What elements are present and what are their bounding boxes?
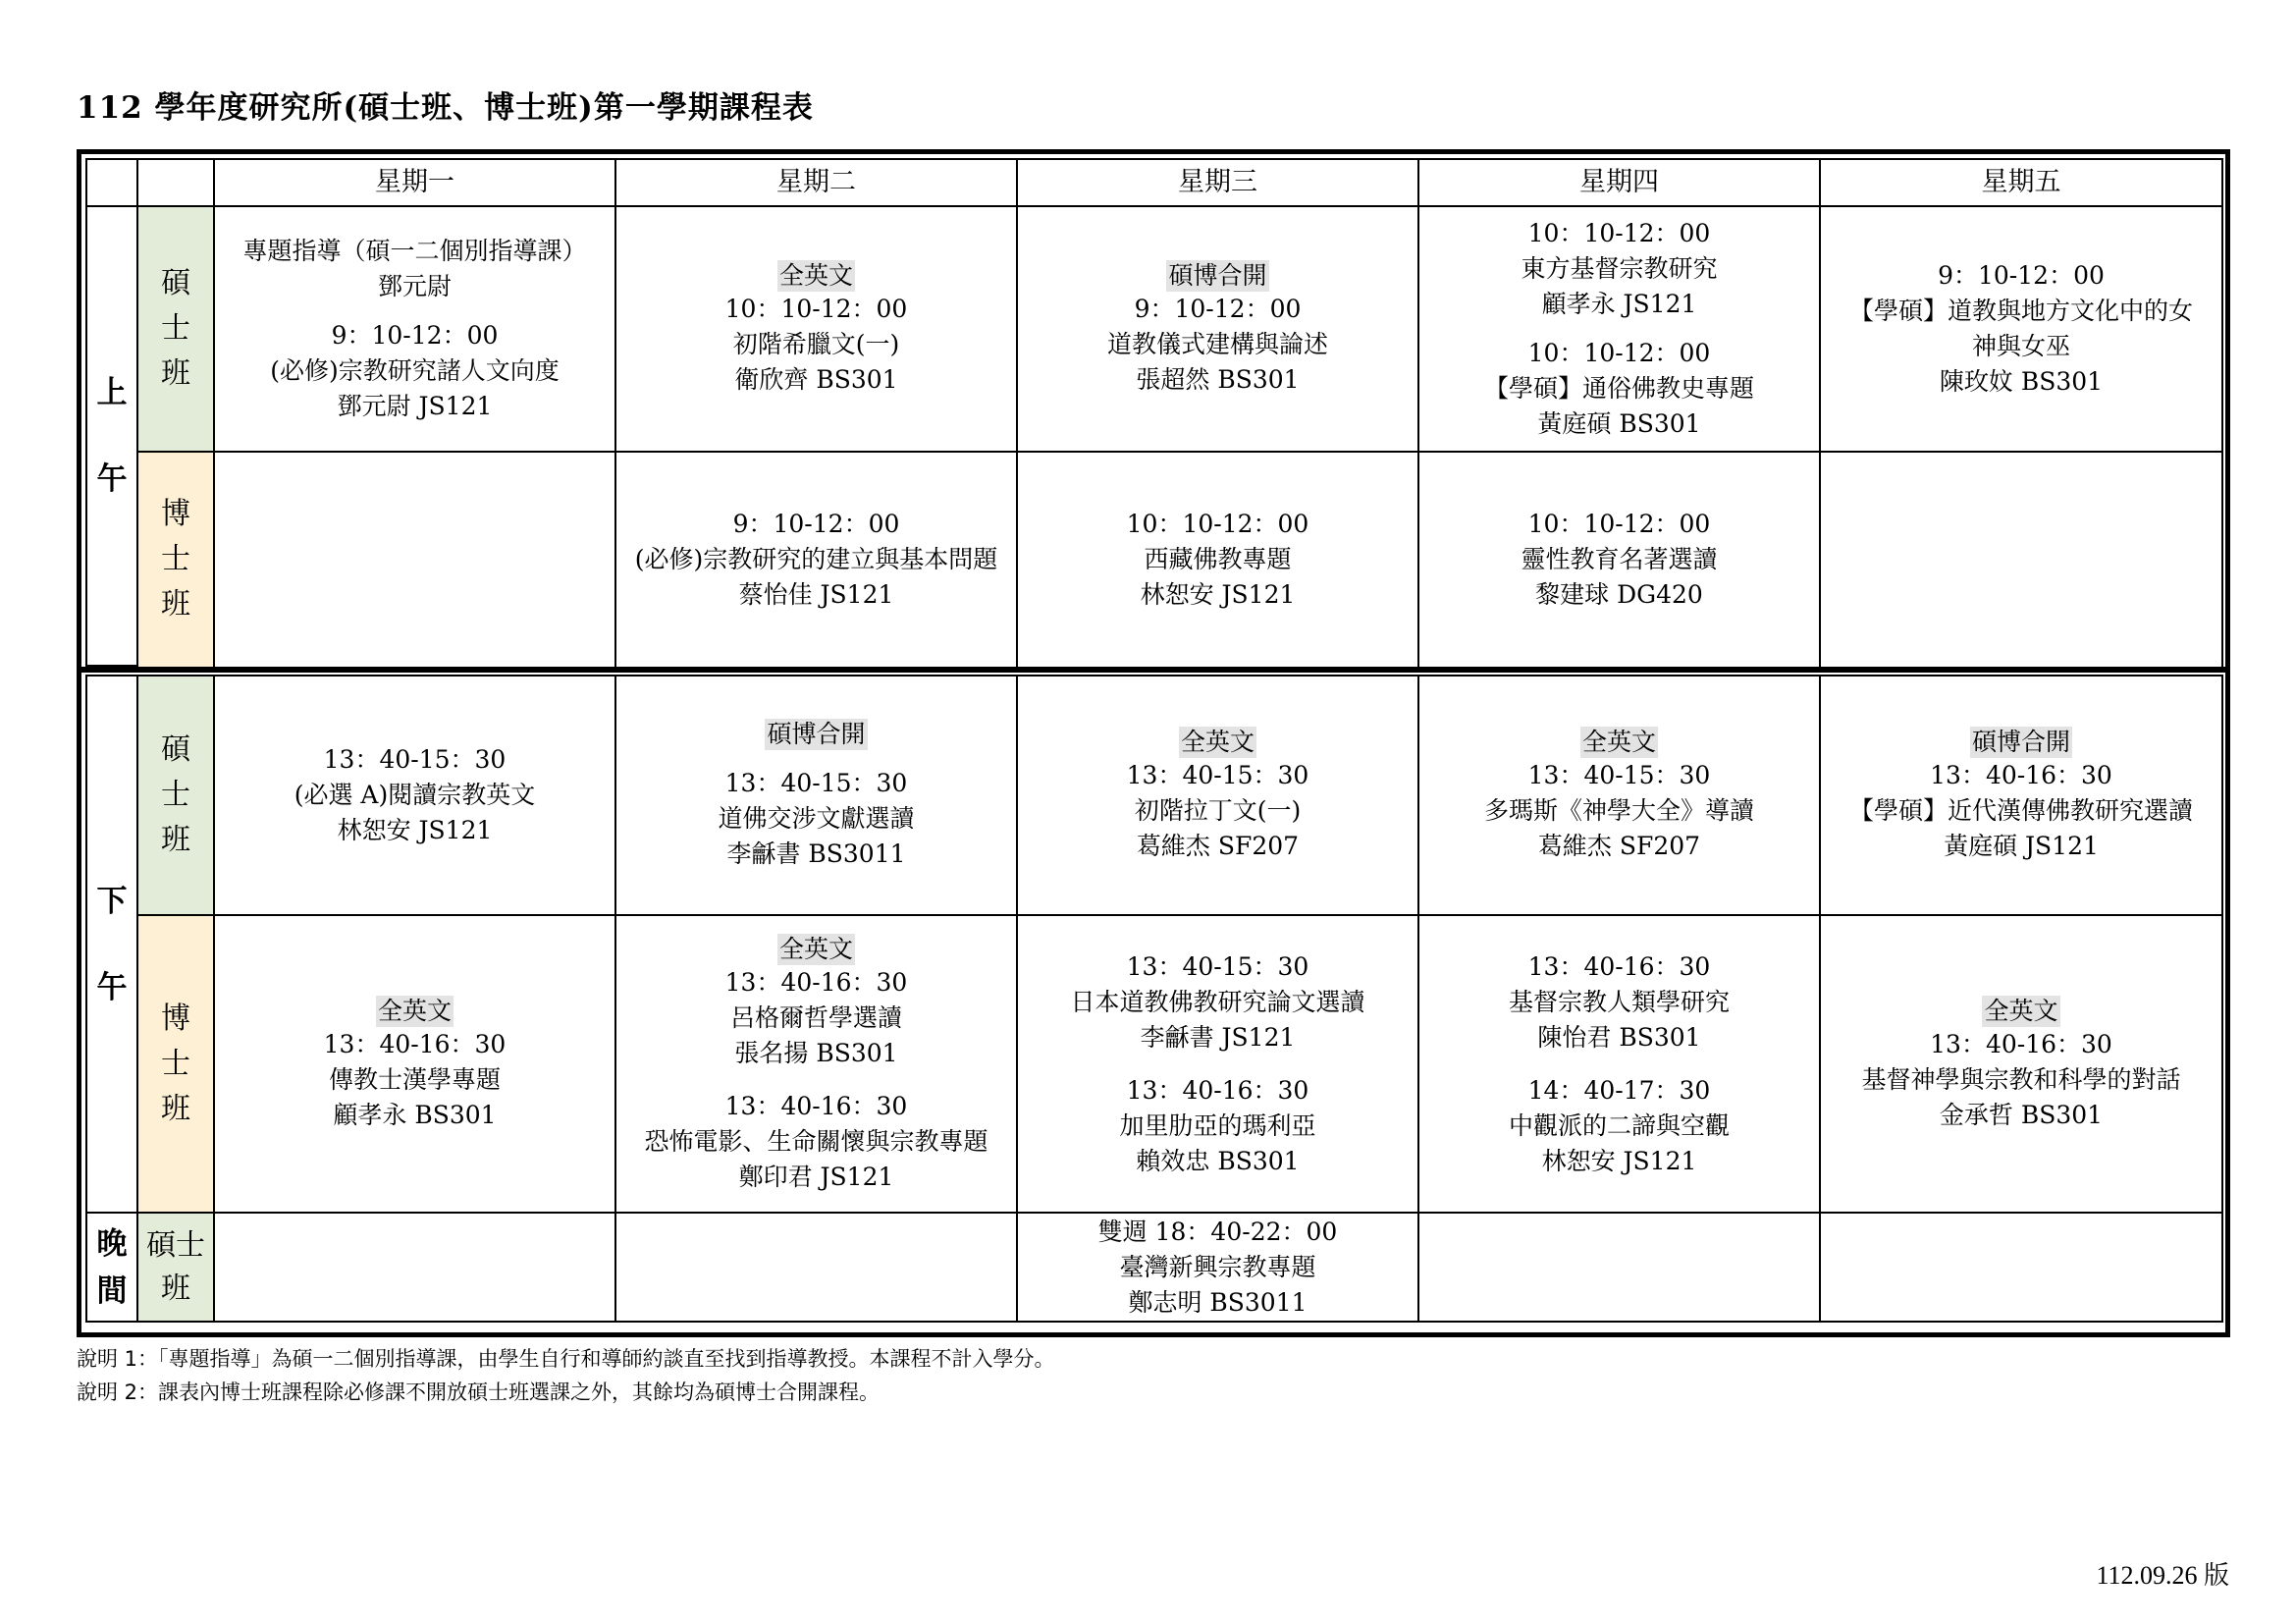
course-cell-am-phd-1 [213,451,616,669]
period-afternoon-char-2: 午 [96,969,128,1005]
course-text: 張超然 BS301 [1136,365,1300,394]
course-cell-am-ms-1 [213,205,616,453]
course-text: 呂格爾哲學選讀 [729,1002,902,1032]
course-text: 初階拉丁文(一) [1134,796,1302,825]
course-text: 【學碩】通俗佛教史專題 [1483,374,1754,403]
course-cell-pm-phd-1 [213,914,616,1214]
day-header-mon: 星期一 [213,158,616,207]
course-text: (必修)宗教研究諸人文向度 [270,356,560,385]
course-text: 道教儀式建構與論述 [1106,330,1328,358]
course-cell-eve-ms-5 [1819,1212,2223,1323]
course-cell-pm-phd-5 [1819,914,2223,1214]
period-evening-char-2: 間 [96,1272,128,1309]
course-time: 10：10-12：00 [1126,510,1309,538]
course-time: 9：10-12：00 [732,510,900,538]
course-time: 13：40-15：30 [1126,761,1309,789]
course-text: 黎建球 DG420 [1535,580,1703,609]
course-badge: 碩博合開 [1971,728,2070,756]
period-morning-char-2: 午 [96,461,128,497]
course-text: 臺灣新興宗教專題 [1119,1252,1316,1281]
course-cell-am-ms-3 [1016,205,1419,453]
course-time: 10：10-12：00 [1527,339,1711,367]
course-text: 東方基督宗教研究 [1521,254,1718,283]
course-text: (必選 A)閱讀宗教英文 [294,781,536,809]
course-time: 14：40-17：30 [1527,1075,1711,1105]
course-text: 加里肋亞的瑪利亞 [1119,1110,1316,1140]
course-text: 金承哲 BS301 [1939,1100,2104,1129]
class-char: 班 [161,356,190,391]
course-text: 初階希臘文(一) [732,330,900,358]
course-cell-am-ms-2 [614,205,1018,453]
class-char: 士 [161,778,190,812]
course-cell-am-ms-4 [1417,205,1821,453]
course-time: 9：10-12：00 [331,321,499,350]
course-time: 13：40-15：30 [1126,951,1309,981]
course-cell-eve-ms-4 [1417,1212,1821,1323]
class-char: 碩 [161,732,190,767]
timetable [77,149,2230,1337]
course-text: 黃庭碩 BS301 [1537,409,1701,438]
class-char: 博 [161,497,190,531]
course-time: 9：10-12：00 [1134,295,1302,323]
class-label-ms-pm [136,675,215,916]
day-header-fri: 星期五 [1819,158,2223,207]
course-time: 10：10-12：00 [1527,219,1711,247]
course-text: 【學碩】道教與地方文化中的女 [1848,297,2193,325]
course-time: 雙週 18：40-22：00 [1097,1217,1338,1246]
class-char: 士 [161,1046,190,1081]
course-text: 顧孝永 BS301 [333,1100,497,1129]
course-text: 多瑪斯《神學大全》導讀 [1483,796,1754,825]
course-time: 13：40-16：30 [1930,761,2112,789]
course-cell-pm-ms-2 [614,675,1018,916]
course-time: 專題指導（碩一二個別指導課） [242,237,587,265]
course-badge: 碩博合開 [767,720,866,748]
course-text: 鄭志明 BS3011 [1128,1287,1308,1317]
course-text: 陳怡君 BS301 [1537,1022,1701,1052]
class-char: 班 [161,1271,190,1306]
class-label-phd-am [136,451,215,669]
course-text: 鄧元尉 JS121 [337,392,493,420]
course-time: 13：40-16：30 [1527,951,1711,981]
course-time: 13：40-15：30 [323,745,507,774]
course-text: 神與女巫 [1971,332,2070,360]
course-text: 靈性教育名著選讀 [1521,545,1718,573]
course-time: 13：40-16：30 [724,1091,908,1120]
note-1: 說明 1：「專題指導」為碩一二個別指導課，由學生自行和導師約談直至找到指導教授。本課程不計入學分。 [77,1347,1055,1371]
course-cell-pm-ms-1 [213,675,616,916]
course-time: 13：40-16：30 [1126,1075,1309,1105]
course-cell-am-phd-5 [1819,451,2223,669]
course-cell-pm-phd-2 [614,914,1018,1214]
page-title: 112 學年度研究所(碩士班、博士班)第一學期課程表 [77,90,814,126]
course-text: 道佛交涉文獻選讀 [718,804,915,833]
version-label: 112.09.26 版 [2096,1561,2229,1590]
course-time: 13：40-16：30 [323,1029,507,1058]
course-text: 林恕安 JS121 [1140,580,1296,609]
period-morning [85,205,138,667]
course-text: 陳玫妏 BS301 [1939,367,2104,396]
class-char: 士 [161,542,190,576]
course-text: (必修)宗教研究的建立與基本問題 [634,545,998,573]
class-label-ms-am [136,205,215,453]
course-cell-pm-phd-3 [1016,914,1419,1214]
note-2: 說明 2：課表內博士班課程除必修課不開放碩士班選課之外，其餘均為碩博士合開課程。 [77,1380,881,1404]
course-badge: 碩博合開 [1168,261,1267,290]
course-cell-am-phd-4 [1417,451,1821,669]
day-header-tue: 星期二 [614,158,1018,207]
course-text: 恐怖電影、生命關懷與宗教專題 [644,1126,988,1156]
course-text: 基督神學與宗教和科學的對話 [1861,1064,2181,1094]
course-text: 林恕安 JS121 [1541,1146,1697,1175]
course-badge: 全英文 [377,996,452,1025]
course-text: 葛維杰 SF207 [1136,832,1300,860]
course-badge: 全英文 [1180,728,1255,756]
course-badge: 全英文 [778,934,853,963]
class-char: 博 [161,1001,190,1036]
course-badge: 全英文 [1984,996,2058,1025]
course-time: 10：10-12：00 [724,295,908,323]
class-char: 班 [161,587,190,622]
class-char: 碩士 [146,1227,205,1263]
class-label-ms-eve [136,1212,215,1323]
course-text: 李龢書 JS121 [1140,1022,1296,1052]
class-char: 士 [161,311,190,346]
course-time: 13：40-16：30 [724,967,908,997]
corner-cell-1 [85,158,138,207]
course-text: 傳教士漢學專題 [328,1064,501,1094]
course-cell-pm-ms-3 [1016,675,1419,916]
period-evening-char-1: 晚 [96,1225,128,1262]
course-time: 13：40-15：30 [1527,761,1711,789]
course-text: 葛維杰 SF207 [1537,832,1701,860]
course-time: 13：40-15：30 [724,769,908,797]
course-text: 鄧元尉 [377,272,452,300]
course-text: 蔡怡佳 JS121 [738,580,894,609]
course-text: 中觀派的二諦與空觀 [1508,1110,1730,1140]
period-afternoon [85,675,138,1214]
course-badge: 全英文 [1581,728,1656,756]
class-char: 班 [161,1091,190,1126]
class-char: 班 [161,823,190,857]
period-afternoon-char-1: 下 [96,883,128,919]
course-text: 顧孝永 JS121 [1541,290,1697,318]
course-cell-eve-ms-2 [614,1212,1018,1323]
day-header-thu: 星期四 [1417,158,1821,207]
course-time: 13：40-16：30 [1930,1029,2112,1058]
period-morning-char-1: 上 [96,375,128,410]
course-text: 鄭印君 JS121 [738,1162,894,1191]
course-text: 黃庭碩 JS121 [1944,832,2099,860]
course-cell-pm-ms-4 [1417,675,1821,916]
course-text: 基督宗教人類學研究 [1508,987,1730,1016]
course-text: 張名揚 BS301 [734,1038,898,1067]
class-char: 碩 [161,266,190,300]
course-text: 【學碩】近代漢傳佛教研究選讀 [1848,796,2193,825]
course-time: 9：10-12：00 [1938,261,2105,290]
course-text: 西藏佛教專題 [1144,545,1292,573]
course-cell-am-ms-5 [1819,205,2223,453]
course-text: 林恕安 JS121 [337,816,493,844]
course-text: 賴效忠 BS301 [1136,1146,1300,1175]
course-time: 10：10-12：00 [1527,510,1711,538]
course-cell-am-phd-3 [1016,451,1419,669]
course-cell-am-phd-2 [614,451,1018,669]
day-header-wed: 星期三 [1016,158,1419,207]
course-badge: 全英文 [778,261,853,290]
corner-cell-2 [136,158,215,207]
course-text: 衛欣齊 BS301 [734,365,898,394]
class-label-phd-pm [136,914,215,1214]
course-cell-pm-ms-5 [1819,675,2223,916]
course-cell-eve-ms-1 [213,1212,616,1323]
period-evening [85,1212,138,1323]
course-cell-eve-ms-3 [1016,1212,1419,1323]
course-text: 日本道教佛教研究論文選讀 [1070,987,1365,1016]
course-text: 李龢書 BS3011 [726,839,906,868]
course-cell-pm-phd-4 [1417,914,1821,1214]
